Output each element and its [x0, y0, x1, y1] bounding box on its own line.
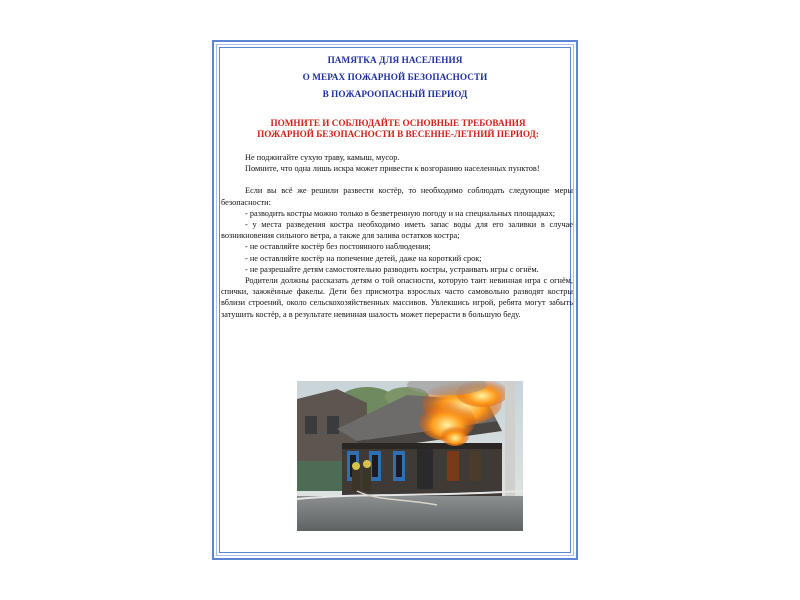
requirements-heading-line-2: ПОЖАРНОЙ БЕЗОПАСНОСТИ В ВЕСЕННЕ-ЛЕТНИЙ ПЕРИОД:	[257, 129, 539, 139]
memo-body	[221, 152, 573, 320]
title-line-1: ПАМЯТКА ДЛЯ НАСЕЛЕНИЯ	[327, 55, 463, 65]
requirements-heading	[238, 118, 558, 140]
document-page	[212, 40, 578, 560]
title-line-3: В ПОЖАРООПАСНЫЙ ПЕРИОД	[322, 89, 468, 99]
paragraph: Родители должны рассказать детям о той опасности, которую таит невинная игра с огнём, спички, зажжённые факелы. Дети без присмотра взрослых часто самовольно разводят костры вблизи строений, около сельскохозяйственных массивов. Увлекшись игрой, ребята могут забыть затушить костёр, а в результате невинная шалость может перерасти в большую беду.	[221, 276, 573, 319]
list-item: - не оставляйте костёр без постоянного наблюдения;	[245, 242, 431, 252]
list-item: - не оставляйте костёр на попечение детей, даже на короткий срок;	[245, 253, 482, 263]
list-item: - разводить костры можно только в безветренную погоду и на специальных площадках;	[245, 208, 556, 218]
title-line-2: О МЕРАХ ПОЖАРНОЙ БЕЗОПАСНОСТИ	[302, 72, 488, 82]
paragraph: Не поджигайте сухую траву, камыш, мусор.	[245, 153, 400, 162]
paragraph: Помните, что одна лишь искра может привести к возгоранию населенных пунктов!	[245, 164, 540, 174]
burning-house-illustration	[297, 381, 523, 531]
paragraph: Если вы всё же решили развести костёр, то необходимо соблюдать следующие меры безопасности:	[221, 186, 573, 207]
requirements-heading-line-1: ПОМНИТЕ И СОБЛЮДАЙТЕ ОСНОВНЫЕ ТРЕБОВАНИЯ	[270, 118, 526, 128]
fire-photo	[297, 381, 523, 531]
list-item: - не разрешайте детям самостоятельно разводить костры, устраивать игры с огнём.	[245, 264, 539, 274]
list-item: - у места разведения костра необходимо иметь запас воды для его заливки в случае возникновения сильного ветра, а также для залива остатков костра;	[221, 220, 573, 241]
